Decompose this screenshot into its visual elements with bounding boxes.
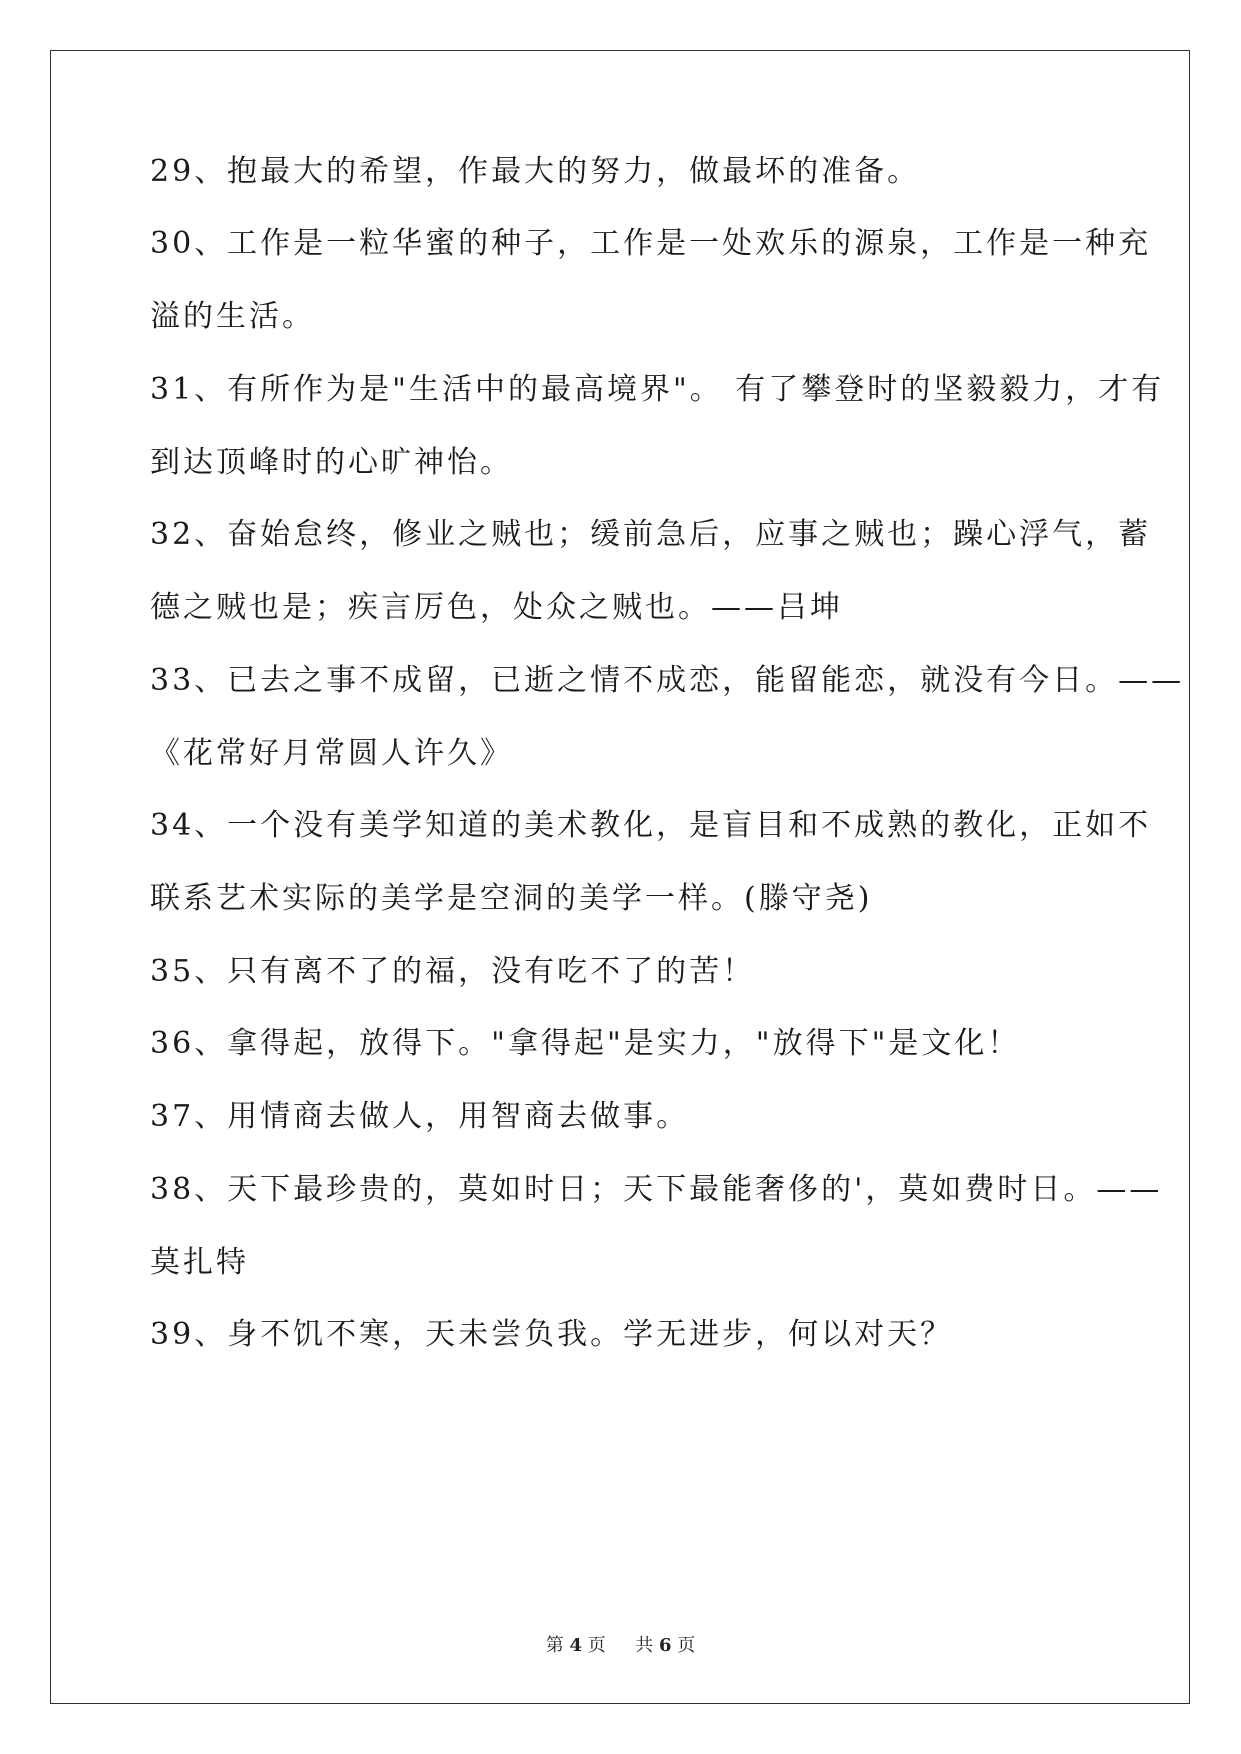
text-line: 溢的生活。: [150, 299, 315, 334]
text-line: 德之贼也是；疾言厉色，处众之贼也。——吕坤: [150, 590, 843, 625]
text-line: 《花常好月常圆人许久》: [150, 736, 513, 771]
text-line: 29、抱最大的希望，作最大的努力，做最坏的准备。: [150, 154, 921, 189]
text-line: 33、已去之事不成留，已逝之情不成恋，能留能恋，就没有今日。——: [150, 663, 1185, 698]
text-line: 39、身不饥不寒，天未尝负我。学无进步，何以对天？: [150, 1317, 954, 1352]
footer-prefix: 第: [545, 1635, 564, 1656]
total-page-count: 6: [658, 1635, 672, 1656]
text-line: 莫扎特: [150, 1245, 249, 1280]
text-line: 31、有所作为是"生活中的最高境界"。 有了攀登时的坚毅毅力，才有: [150, 372, 1165, 407]
footer-page-suffix: 页: [587, 1635, 606, 1656]
text-line: 37、用情商去做人，用智商去做事。: [150, 1099, 690, 1134]
current-page-number: 4: [569, 1635, 583, 1656]
text-line: 38、天下最珍贵的，莫如时日；天下最能奢侈的'，莫如费时日。——: [150, 1172, 1163, 1207]
text-line: 35、只有离不了的福，没有吃不了的苦！: [150, 954, 756, 989]
text-line: 30、工作是一粒华蜜的种子，工作是一处欢乐的源泉，工作是一种充: [150, 226, 1152, 261]
text-line: 联系艺术实际的美学是空洞的美学一样。(滕守尧): [150, 881, 873, 916]
footer-total-suffix: 页: [677, 1635, 696, 1656]
text-line: 36、拿得起，放得下。"拿得起"是实力，"放得下"是文化！: [150, 1026, 1021, 1061]
text-line: 34、一个没有美学知道的美术教化，是盲目和不成熟的教化，正如不: [150, 808, 1152, 843]
text-line: 到达顶峰时的心旷神怡。: [150, 445, 513, 480]
footer-total-prefix: 共: [635, 1635, 654, 1656]
page-footer: [0, 1634, 1241, 1658]
text-line: 32、奋始怠终，修业之贼也；缓前急后，应事之贼也；躁心浮气，蓄: [150, 517, 1152, 552]
